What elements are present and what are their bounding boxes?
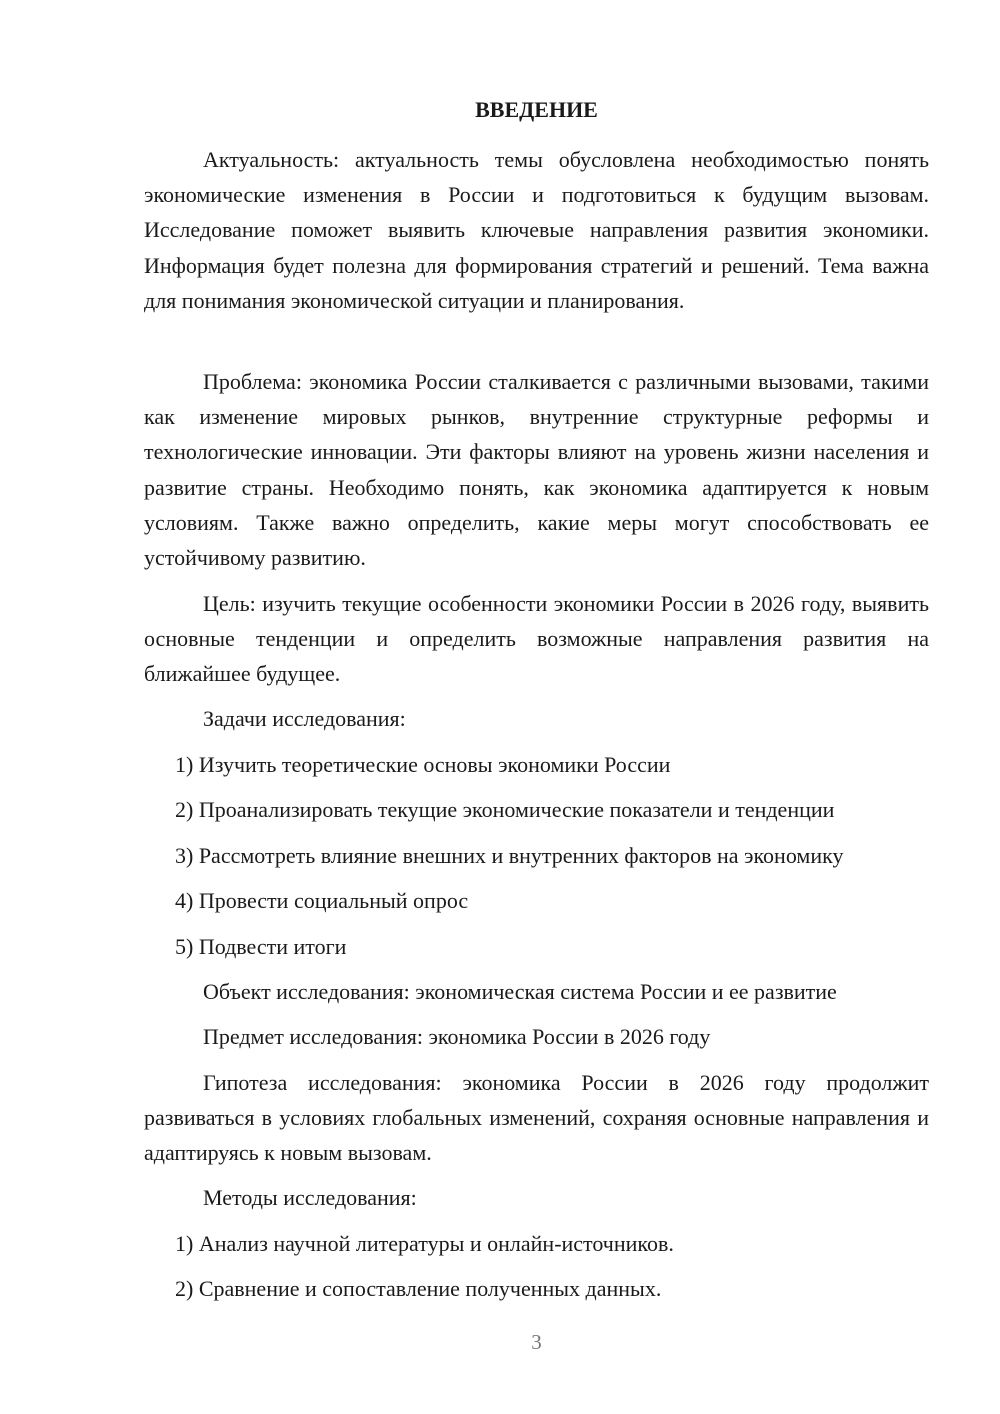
task-item-2: 2) Проанализировать текущие экономические показатели и тенденции bbox=[175, 797, 835, 822]
document-page bbox=[144, 0, 929, 1414]
problem-paragraph: Проблема: экономика России сталкивается с различными вызовами, такими как изменение мировых рынков, внутренние структурные реформы и технологические инновации. Эти факторы влияют на уровень жизни населения и развитие страны. Необходимо понять, как экономика адаптируется к новым условиям. Также важно определить, какие меры могут способствовать ее устойчивому развитию. bbox=[144, 369, 929, 571]
section-heading: ВВЕДЕНИЕ bbox=[475, 97, 598, 122]
task-item-1: 1) Изучить теоретические основы экономики России bbox=[175, 752, 671, 777]
hypothesis-paragraph: Гипотеза исследования: экономика России в 2026 году продолжит развиваться в условиях глобальных изменений, сохраняя основные направления и адаптируясь к новым вызовам. bbox=[144, 1070, 929, 1166]
relevance-paragraph: Актуальность: актуальность темы обусловлена необходимостью понять экономические изменения в России и подготовиться к будущим вызовам. Исследование поможет выявить ключевые направления развития экономики. Информация будет полезна для формирования стратегий и решений. Тема важна для понимания экономической ситуации и планирования. bbox=[144, 147, 929, 313]
task-item-3: 3) Рассмотреть влияние внешних и внутренних факторов на экономику bbox=[175, 843, 844, 868]
tasks-label: Задачи исследования: bbox=[203, 706, 406, 731]
task-item-4: 4) Провести социальный опрос bbox=[175, 888, 469, 913]
research-object: Объект исследования: экономическая система России и ее развитие bbox=[203, 979, 837, 1004]
method-item-1: 1) Анализ научной литературы и онлайн-источников. bbox=[175, 1231, 674, 1256]
task-item-5: 5) Подвести итоги bbox=[175, 934, 347, 959]
research-subject: Предмет исследования: экономика России в 2026 году bbox=[203, 1024, 711, 1049]
goal-paragraph: Цель: изучить текущие особенности экономики России в 2026 году, выявить основные тенденции и определить возможные направления развития на ближайшее будущее. bbox=[144, 591, 929, 687]
page-number: 3 bbox=[531, 1330, 542, 1354]
method-item-2: 2) Сравнение и сопоставление полученных данных. bbox=[175, 1276, 662, 1301]
methods-label: Методы исследования: bbox=[203, 1185, 417, 1210]
